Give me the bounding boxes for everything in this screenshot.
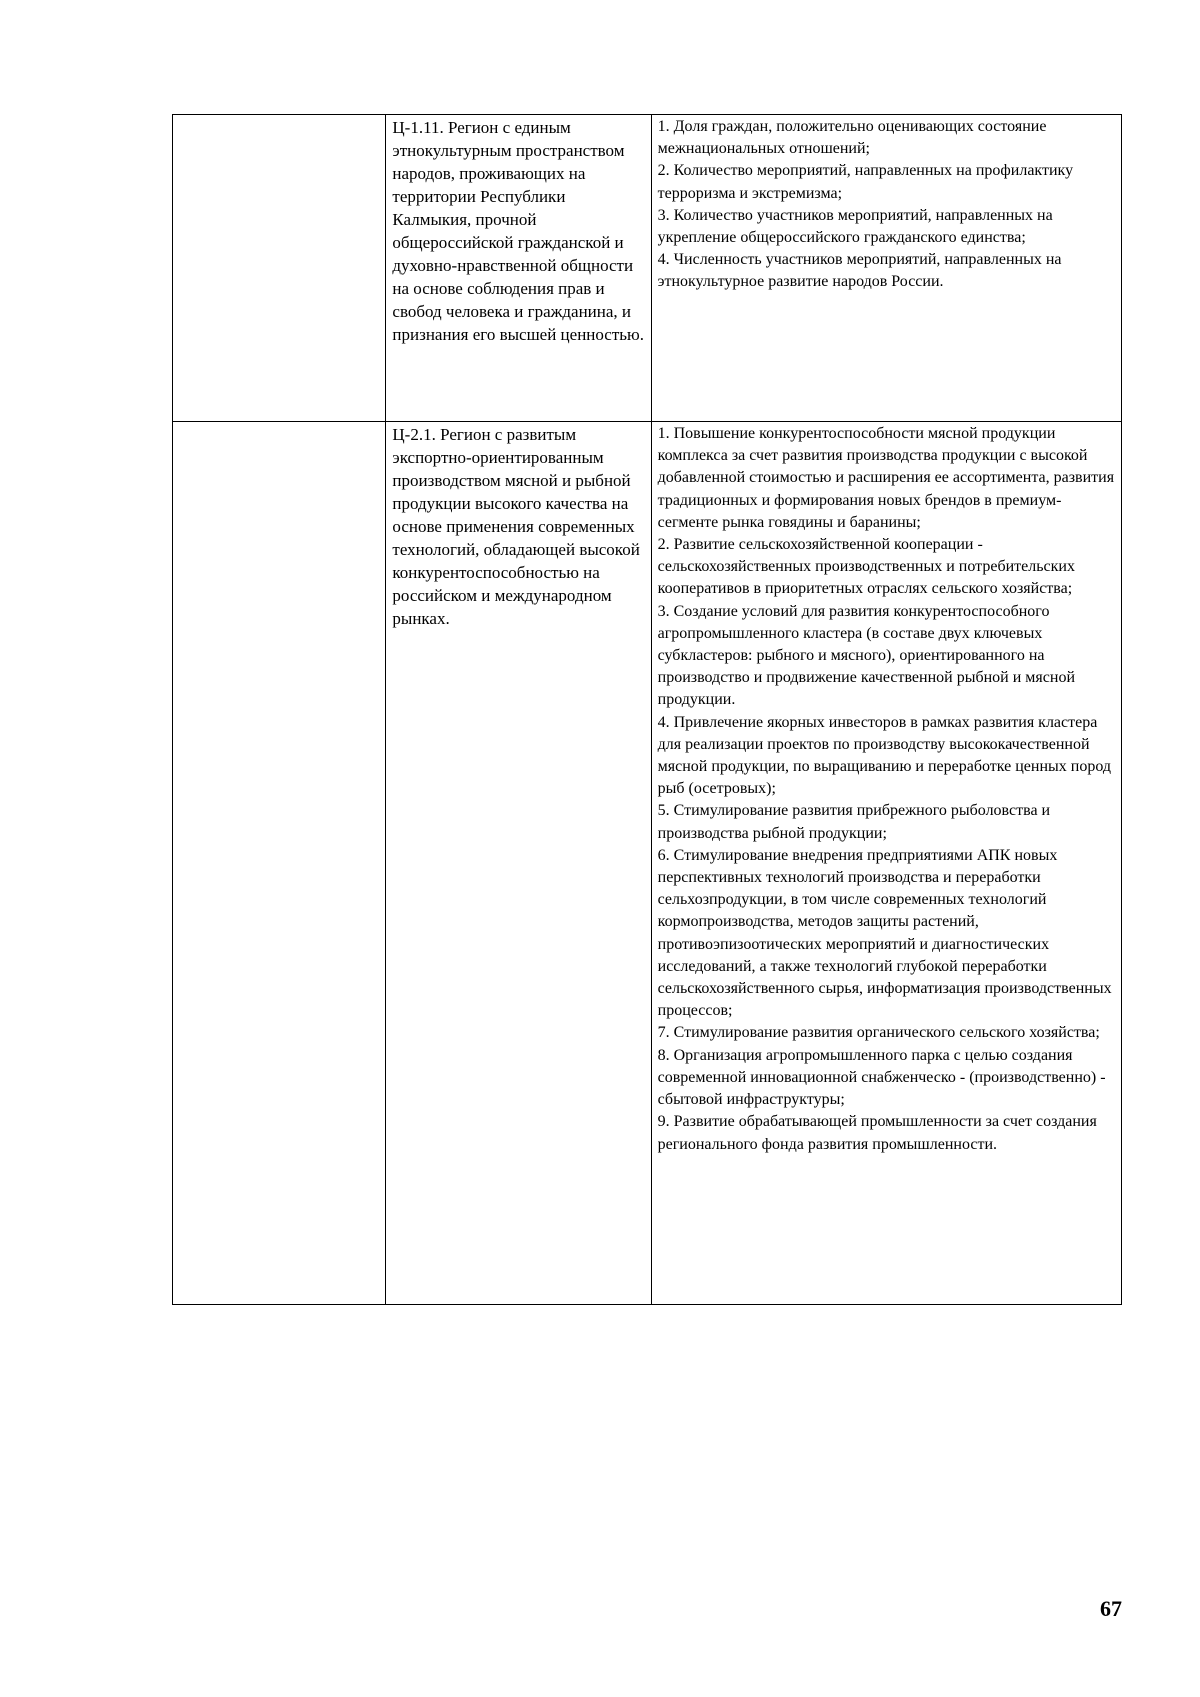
table-row bbox=[173, 422, 1122, 1305]
goal-text: Ц-2.1. Регион с развитым экспортно-ориентированным производством мясной и рыбной продукции высокого качества на основе применения современных технологий, обладающей высокой конкурентоспособностью на российском и международном рынках. bbox=[392, 425, 640, 628]
indicator-item: 2. Количество мероприятий, направленных на профилактику терроризма и экстремизма; bbox=[657, 162, 1074, 202]
indicator-item: 2. Развитие сельскохозяйственной кооперации - сельскохозяйственных производственных и потребительских кооперативов в приоритетных отраслях сельского хозяйства; bbox=[657, 536, 1075, 598]
goal-cell bbox=[386, 422, 651, 1305]
indicator-item: 1. Доля граждан, положительно оценивающих состояние межнациональных отношений; bbox=[657, 118, 1047, 158]
indicator-item: 4. Численность участников мероприятий, направленных на этнокультурное развитие народов России. bbox=[657, 251, 1062, 291]
indicator-item: 1. Повышение конкурентоспособности мясной продукции комплекса за счет развития производства продукции с высокой добавленной стоимостью и расширения ее ассортимента, развития традиционных и формирования новых брендов в премиум-сегменте рынка говядины и баранины; bbox=[657, 425, 1115, 531]
indicators-cell bbox=[651, 115, 1121, 422]
indicator-item: 3. Создание условий для развития конкурентоспособного агропромышленного кластера (в составе двух ключевых субкластеров: рыбного и мясного), ориентированного на производство и продвижение качественной рыбной и мясной продукции. bbox=[657, 602, 1075, 709]
table-row bbox=[173, 115, 1122, 422]
empty-cell bbox=[173, 115, 386, 422]
indicator-list bbox=[658, 116, 1115, 294]
indicator-item: 3. Количество участников мероприятий, направленных на укрепление общероссийского гражданского единства; bbox=[657, 206, 1053, 247]
indicator-item: 5. Стимулирование развития прибрежного рыболовства и производства рыбной продукции; bbox=[657, 802, 1051, 842]
indicator-item: 9. Развитие обрабатывающей промышленности за счет создания регионального фонда развития промышленности. bbox=[657, 1113, 1097, 1153]
goal-text: Ц-1.11. Регион с единым этнокультурным пространством народов, проживающих на территории Республики Калмыкия, прочной общероссийской гражданской и духовно-нравственной общности на основе соблюдения прав и свобод человека и гражданина, и признания его высшей ценностью. bbox=[392, 118, 644, 344]
indicator-item: 7. Стимулирование развития органического сельского хозяйства; bbox=[657, 1024, 1100, 1042]
indicators-cell bbox=[651, 422, 1121, 1305]
goals-table bbox=[172, 114, 1122, 1305]
goal-cell bbox=[386, 115, 651, 422]
indicator-item: 4. Привлечение якорных инвесторов в рамках развития кластера для реализации проектов по производству высококачественной мясной продукции, по выращиванию и переработке ценных пород рыб (осетровых); bbox=[657, 713, 1112, 798]
page-number: 67 bbox=[1100, 1596, 1122, 1621]
indicator-item: 6. Стимулирование внедрения предприятиями АПК новых перспективных технологий производства и переработки сельхозпродукции, в том числе современных технологий кормопроизводства, методов защиты растений, противоэпизоотических мероприятий и диагностических исследований, а также технологий глубокой переработки сельскохозяйственного сырья, информатизация производственных процессов; bbox=[657, 846, 1112, 1020]
indicator-item: 8. Организация агропромышленного парка с целью создания современной инновационной снабженческо - (производственно) - сбытовой инфраструктуры; bbox=[657, 1046, 1106, 1109]
empty-cell bbox=[173, 422, 386, 1305]
indicator-list bbox=[658, 423, 1115, 1156]
